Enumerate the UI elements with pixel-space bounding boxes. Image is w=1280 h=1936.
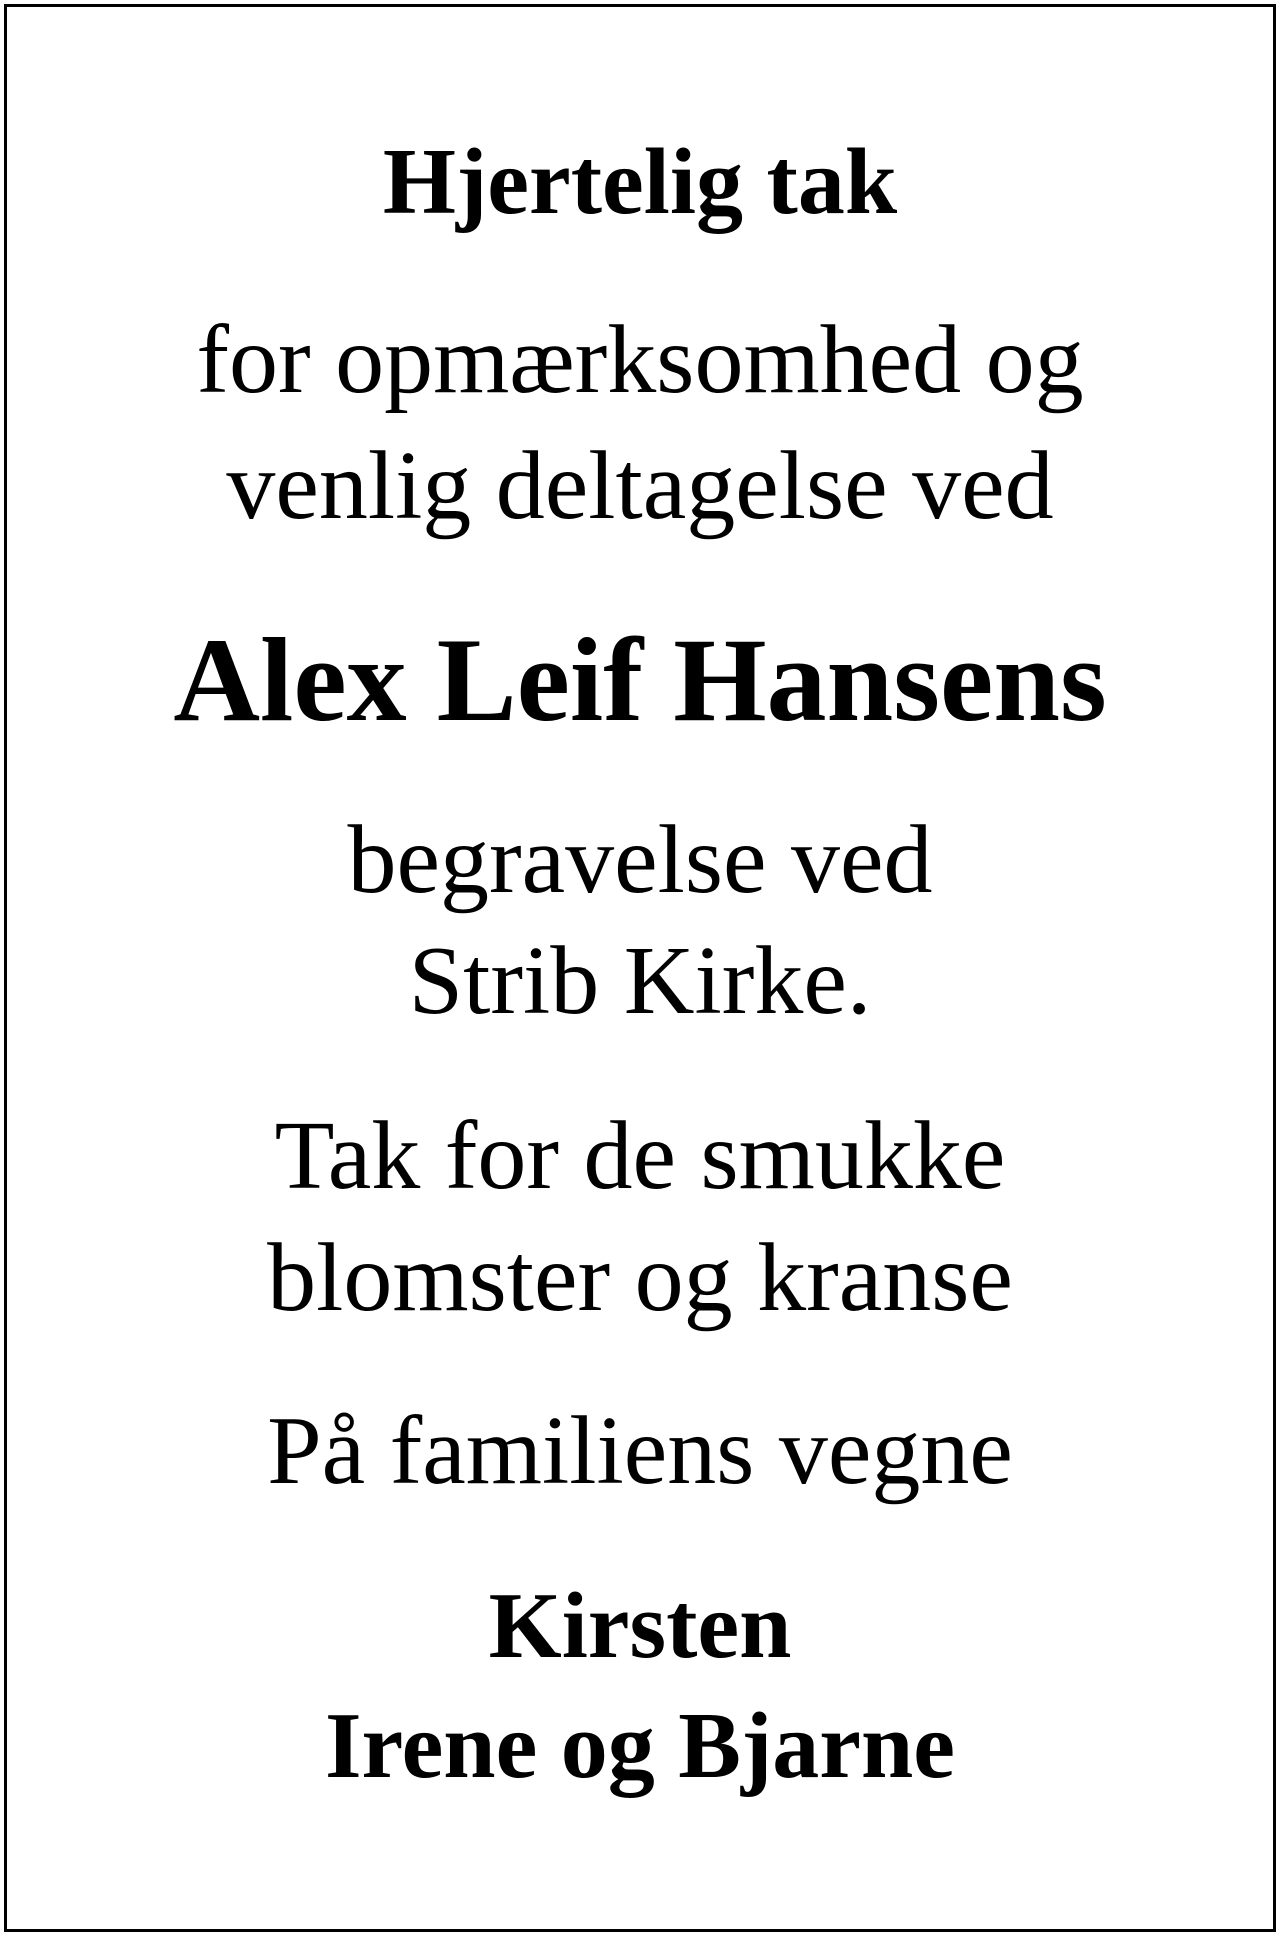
- funeral-line-2: Strib Kirke.: [408, 927, 872, 1035]
- deceased-name: Alex Leif Hansens: [173, 613, 1107, 746]
- on-behalf-line: På familiens vegne: [267, 1397, 1013, 1505]
- intro-line-1: for opmærksomhed og: [196, 306, 1084, 414]
- notice-heading: Hjertelig tak: [382, 130, 898, 234]
- thanks-line-1: Tak for de smukke: [274, 1102, 1006, 1210]
- funeral-line-1: begravelse ved: [347, 806, 933, 914]
- signature-line-2: Irene og Bjarne: [324, 1694, 956, 1798]
- thanks-line-2: blomster og kranse: [267, 1224, 1013, 1332]
- signature-line-1: Kirsten: [488, 1574, 792, 1678]
- thank-you-notice: [4, 4, 1276, 1932]
- intro-line-2: venlig deltagelse ved: [226, 432, 1054, 540]
